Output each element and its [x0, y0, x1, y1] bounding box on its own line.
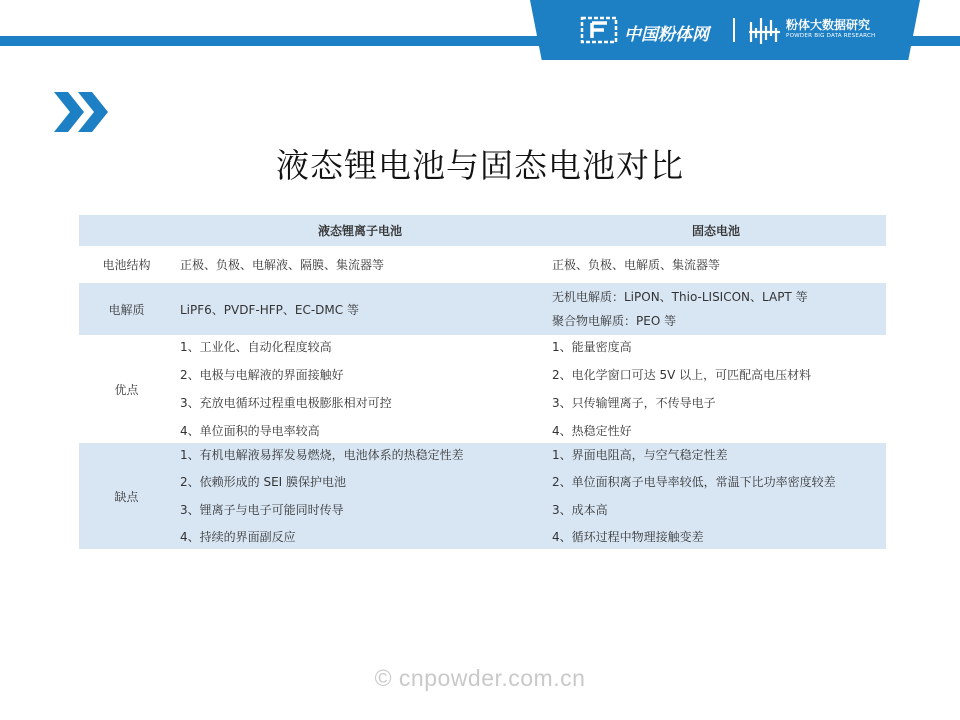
list-item: 3、锂离子与电子可能同时传导 — [180, 502, 344, 517]
cell-disadvantages-solid — [546, 443, 886, 549]
header-liquid: 液态锂离子电池 — [174, 215, 546, 246]
list-item: 无机电解质：LiPON、Thio-LISICON、LAPT 等 — [552, 290, 808, 304]
row-label-disadvantages: 缺点 — [79, 443, 174, 549]
cell-electrolyte-solid — [546, 283, 886, 335]
row-label-advantages: 优点 — [79, 335, 174, 443]
list-item: 3、只传输锂离子，不传导电子 — [552, 396, 716, 410]
logo-text: 中国粉体网 — [624, 25, 709, 45]
double-chevron-icon — [52, 90, 112, 134]
list-item: 4、热稳定性好 — [552, 424, 632, 438]
table-row — [79, 335, 886, 443]
cell-disadvantages-liquid — [174, 443, 546, 549]
list-item: 1、能量密度高 — [552, 340, 632, 354]
list-item: 2、电极与电解液的界面接触好 — [180, 368, 344, 382]
row-label-structure: 电池结构 — [79, 246, 174, 283]
list-item: 1、有机电解液易挥发易燃烧，电池体系的热稳定性差 — [180, 448, 464, 462]
list-item: 3、成本高 — [552, 502, 608, 517]
list-item: 2、电化学窗口可达 5V 以上，可匹配高电压材料 — [552, 368, 812, 382]
header-solid: 固态电池 — [546, 215, 886, 246]
list-item: 1、界面电阻高，与空气稳定性差 — [552, 448, 728, 462]
header-empty-cell — [79, 215, 174, 246]
table-row — [79, 443, 886, 549]
list-item: 2、单位面积离子电导率较低，常温下比功率密度较差 — [552, 475, 836, 490]
list-item: 2、依赖形成的 SEI 膜保护电池 — [180, 475, 347, 490]
list-item: 3、充放电循环过程重电极膨胀相对可控 — [180, 396, 392, 410]
cnpowder-logo-icon — [580, 16, 620, 44]
page-title: 液态锂电池与固态电池对比 — [276, 146, 684, 185]
list-item: 聚合物电解质：PEO 等 — [552, 314, 677, 328]
list-item: 4、持续的界面副反应 — [180, 529, 296, 544]
cell-electrolyte-liquid: LiPF6、PVDF-HFP、EC-DMC 等 — [174, 283, 546, 335]
list-item: 1、工业化、自动化程度较高 — [180, 340, 332, 354]
table-row — [79, 283, 886, 335]
cell-advantages-solid — [546, 335, 886, 443]
comparison-table — [79, 215, 886, 549]
table-header-row — [79, 215, 886, 246]
brand-title: 粉体大数据研究 — [786, 18, 871, 32]
cell-advantages-liquid — [174, 335, 546, 443]
watermark: © cnpowder.com.cn — [374, 665, 586, 691]
cell-structure-liquid: 正极、负极、电解液、隔膜、集流器等 — [174, 246, 546, 283]
brand-subtitle: POWDER BIG DATA RESEARCH — [786, 33, 876, 39]
list-item: 4、循环过程中物理接触变差 — [552, 529, 704, 544]
cell-structure-solid: 正极、负极、电解质、集流器等 — [546, 246, 886, 283]
row-label-electrolyte: 电解质 — [79, 283, 174, 335]
logo-divider — [733, 18, 735, 42]
table-row — [79, 246, 886, 283]
data-bars-icon — [748, 14, 782, 46]
list-item: 4、单位面积的导电率较高 — [180, 424, 320, 438]
